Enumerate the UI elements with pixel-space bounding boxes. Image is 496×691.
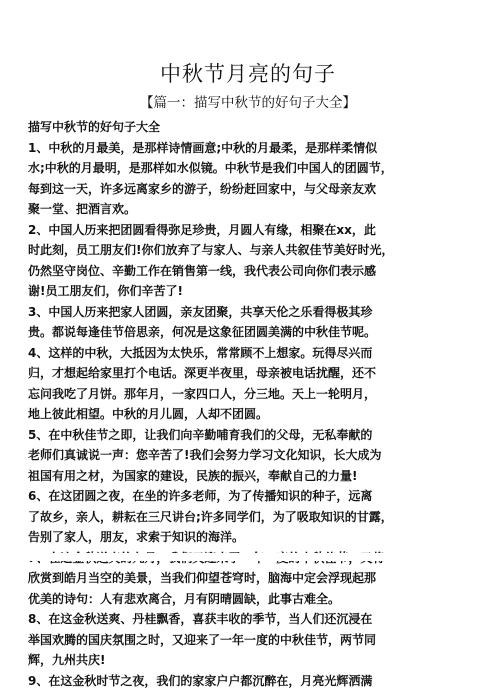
paragraph-line: 辉，九州共庆!: [28, 650, 480, 671]
page-bottom-crop: [0, 553, 496, 561]
paragraph-line: 忘问我吃了月饼。那年月，一家四口人，分三地。天上一轮明月，: [28, 384, 480, 405]
paragraph-line: 3、中国人历来把家人团圆，亲友团聚，共享天伦之乐看得极其珍: [28, 302, 480, 323]
paragraph-line: 归，才想起给家里打个电话。深更半夜里，母亲被电话扰醒，还不: [28, 363, 480, 384]
paragraph-line: 8、在这金秋送爽、丹桂飘香，喜获丰收的季节，当人们还沉浸在: [28, 609, 480, 630]
paragraph-line: 优美的诗句：人有悲欢离合，月有阴晴圆缺，此事古难全。: [28, 589, 480, 610]
paragraph-line: 时此刻，员工朋友们!你们放弃了与家人、与亲人共叙佳节美好时光，: [28, 240, 480, 261]
paragraph-line: 举国欢腾的国庆氛围之时，又迎来了一年一度的中秋佳节，两节同: [28, 630, 480, 651]
paragraph-line: 水;中秋的月最明，是那样如水似镜。中秋节是我们中国人的团圆节，: [28, 158, 480, 179]
paragraph-line: 祖国有用之材，为国家的建设，民族的振兴，奉献自己的力量!: [28, 466, 480, 487]
paragraph-line: 老师们真诚说一声：您辛苦了!我们会努力学习文化知识，长大成为: [28, 445, 480, 466]
paragraph-line: 欣赏到皓月当空的美景，当我们仰望苍穹时，脑海中定会浮现起那: [28, 568, 480, 589]
paragraph-line: 6、在这团圆之夜，在坐的许多老师，为了传播知识的种子，远离: [28, 486, 480, 507]
paragraph-line: 地上彼此相望。中秋的月儿圆，人却不团圆。: [28, 404, 480, 425]
paragraph-line: 聚一堂、把酒言欢。: [28, 199, 480, 220]
section-heading: 描写中秋节的好句子大全: [28, 117, 480, 138]
paragraph-line: 1、中秋的月最美，是那样诗情画意;中秋的月最柔，是那样柔情似: [28, 138, 480, 159]
paragraph-line: 仍然坚守岗位、辛勤工作在销售第一线，我代表公司向你们表示感: [28, 261, 480, 282]
paragraph-line: 谢!员工朋友们，你们辛苦了!: [28, 281, 480, 302]
paragraph-line: 告别了家人，朋友，求索于知识的海洋。: [28, 527, 480, 548]
paragraph-line: 每到这一天，许多远离家乡的游子，纷纷赶回家中，与父母亲友欢: [28, 179, 480, 200]
paragraph-line: 5、在中秋佳节之即，让我们向辛勤哺育我们的父母，无私奉献的: [28, 425, 480, 446]
paragraph-line: 了故乡，亲人，耕耘在三尺讲台;许多同学们，为了吸取知识的甘露，: [28, 507, 480, 528]
paragraph-line-partial: 9、在这金秋时节之夜，我们的家家户户都沉醉在，月亮光辉洒满: [28, 671, 480, 691]
paragraph-line: 2、中国人历来把团圆看得弥足珍贵，月圆人有缘，相聚在xx，此: [28, 220, 480, 241]
document-title: 中秋节月亮的句子: [0, 58, 496, 88]
document-body: [28, 117, 480, 691]
paragraph-line: 4、这样的中秋，大抵因为太快乐，常常顾不上想家。玩得尽兴而: [28, 343, 480, 364]
paragraph-line: 贵。都说每逢佳节倍思亲，何况是这象征团圆美满的中秋佳节呢。: [28, 322, 480, 343]
document-subtitle: 【篇一：描写中秋节的好句子大全】: [0, 91, 496, 111]
